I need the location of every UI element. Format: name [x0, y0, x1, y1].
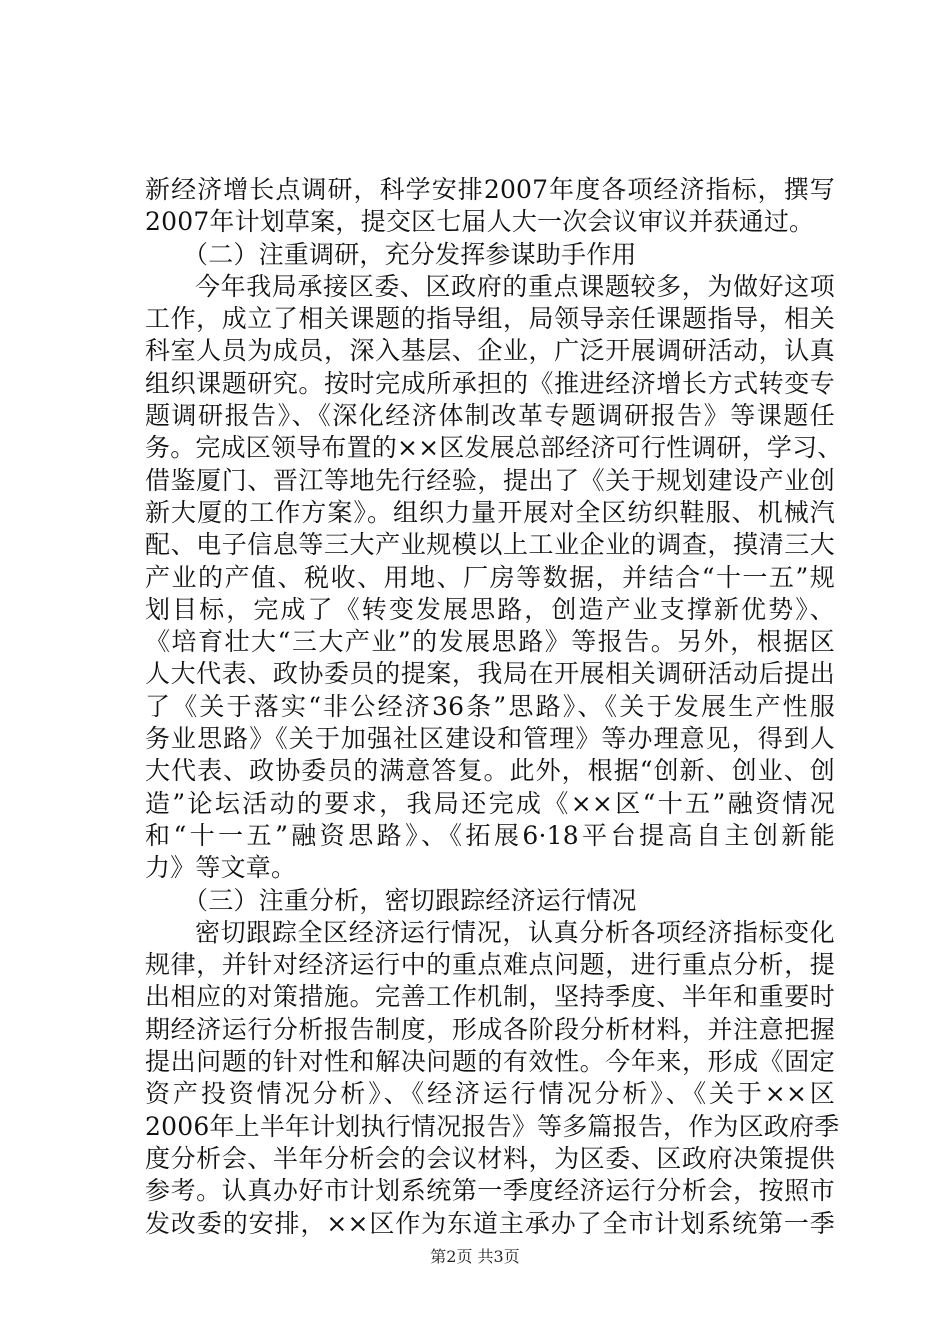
text-line: 2006年上半年计划执行情况报告》等多篇报告，作为区政府季 [145, 1111, 840, 1141]
text-line: 产业的产值、税收、用地、厂房等数据，并结合“十一五”规 [145, 562, 835, 592]
text-line: 规律，并针对经济运行中的重点难点问题，进行重点分析，提 [145, 950, 835, 980]
text-line: 和“十一五”融资思路》、《拓展6·18平台提高自主创新能 [145, 820, 835, 850]
section-heading: （三）注重分析，密切跟踪经济运行情况 [183, 885, 637, 915]
text-line: 发改委的安排，××区作为东道主承办了全市计划系统第一季 [145, 1208, 835, 1238]
text-line: 提出问题的针对性和解决问题的有效性。今年来，形成《固定 [145, 1047, 835, 1077]
text-line: 力》等文章。 [145, 853, 297, 883]
text-line: 人大代表、政协委员的提案，我局在开展相关调研活动后提出 [145, 659, 835, 689]
text-line: 题调研报告》、《深化经济体制改革专题调研报告》等课题任 [145, 401, 835, 431]
text-line: 《培育壮大“三大产业”的发展思路》等报告。另外，根据区 [145, 627, 835, 657]
text-line: 期经济运行分析报告制度，形成各阶段分析材料，并注意把握 [145, 1014, 835, 1044]
text-line: 度分析会、半年分析会的会议材料，为区委、区政府决策提供 [145, 1143, 835, 1173]
text-line: 划目标，完成了《转变发展思路，创造产业支撑新优势》、 [145, 594, 835, 624]
text-line: 大代表、政协委员的满意答复。此外，根据“创新、创业、创 [145, 756, 835, 786]
text-line: 资产投资情况分析》、《经济运行情况分析》、《关于××区 [145, 1079, 835, 1109]
text-line: 配、电子信息等三大产业规模以上工业企业的调查，摸清三大 [145, 530, 835, 560]
text-line: 参考。认真办好市计划系统第一季度经济运行分析会，按照市 [145, 1176, 835, 1206]
page-number-label: 第2页 共3页 [430, 1247, 520, 1266]
text-line: 科室人员为成员，深入基层、企业，广泛开展调研活动，认真 [145, 336, 835, 366]
text-line: 密切跟踪全区经济运行情况，认真分析各项经济指标变化 [195, 917, 835, 947]
text-line: 务业思路》《关于加强社区建设和管理》等办理意见，得到人 [145, 724, 835, 754]
text-line: 务。完成区领导布置的××区发展总部经济可行性调研，学习、 [145, 433, 843, 463]
text-line: 新经济增长点调研，科学安排2007年度各项经济指标，撰写 [145, 175, 835, 204]
text-line: 借鉴厦门、晋江等地先行经验，提出了《关于规划建设产业创 [145, 465, 835, 495]
text-line: 造”论坛活动的要求，我局还完成《××区“十五”融资情况 [145, 788, 835, 818]
text-line: 新大厦的工作方案》。组织力量开展对全区纺织鞋服、机械汽 [145, 497, 835, 527]
text-line: 今年我局承接区委、区政府的重点课题较多，为做好这项 [195, 271, 835, 301]
text-line: 了《关于落实“非公经济36条”思路》、《关于发展生产性服 [145, 691, 835, 721]
text-line: 2007年计划草案，提交区七届人大一次会议审议并获通过。 [145, 207, 815, 237]
page-footer [0, 1244, 950, 1267]
text-line: 工作，成立了相关课题的指导组，局领导亲任课题指导，相关 [145, 304, 835, 334]
text-line: 出相应的对策措施。完善工作机制，坚持季度、半年和重要时 [145, 982, 835, 1012]
text-line: 组织课题研究。按时完成所承担的《推进经济增长方式转变专 [145, 368, 835, 398]
document-body [145, 174, 843, 1240]
section-heading: （二）注重调研，充分发挥参谋助手作用 [183, 239, 637, 269]
